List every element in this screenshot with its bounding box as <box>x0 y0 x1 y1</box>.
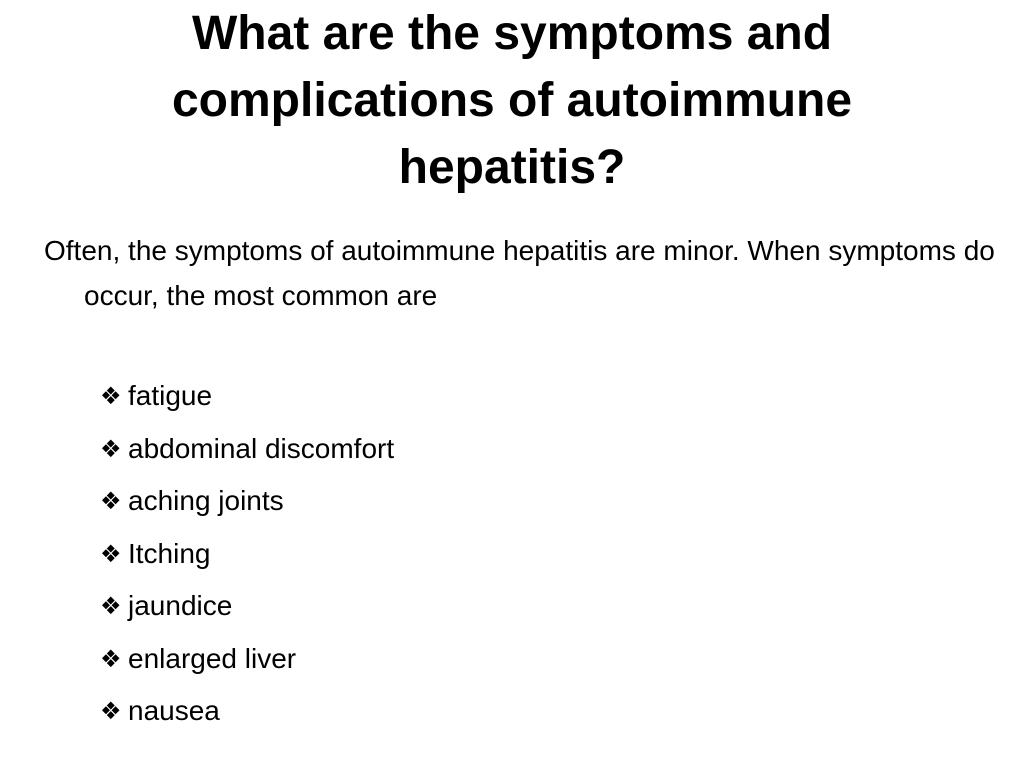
diamond-bullet-icon: ❖ <box>100 593 122 620</box>
list-item <box>100 633 394 686</box>
diamond-bullet-icon: ❖ <box>100 488 122 515</box>
list-item <box>100 475 394 528</box>
symptom-label: nausea <box>128 695 220 726</box>
list-item <box>100 370 394 423</box>
list-item <box>100 580 394 633</box>
intro-paragraph: Often, the symptoms of autoimmune hepatitis are minor. When symptoms do occur, the most common are <box>44 235 995 311</box>
symptom-label: abdominal discomfort <box>128 432 395 464</box>
symptom-label: enlarged liver <box>128 642 297 674</box>
diamond-bullet-icon: ❖ <box>100 540 122 568</box>
symptom-label: fatigue <box>128 380 213 411</box>
symptom-label: aching joints <box>128 485 284 516</box>
list-item <box>100 528 394 581</box>
list-item <box>100 685 394 738</box>
symptom-label: Itching <box>128 537 211 569</box>
slide-title: What are the symptoms and complications of autoimmune hepatitis? <box>171 7 853 194</box>
symptom-list <box>100 370 394 738</box>
diamond-bullet-icon: ❖ <box>100 645 122 673</box>
diamond-bullet-icon: ❖ <box>100 383 122 410</box>
diamond-bullet-icon: ❖ <box>100 698 122 725</box>
list-item <box>100 423 394 476</box>
diamond-bullet-icon: ❖ <box>100 435 122 463</box>
symptom-label: jaundice <box>128 590 233 621</box>
